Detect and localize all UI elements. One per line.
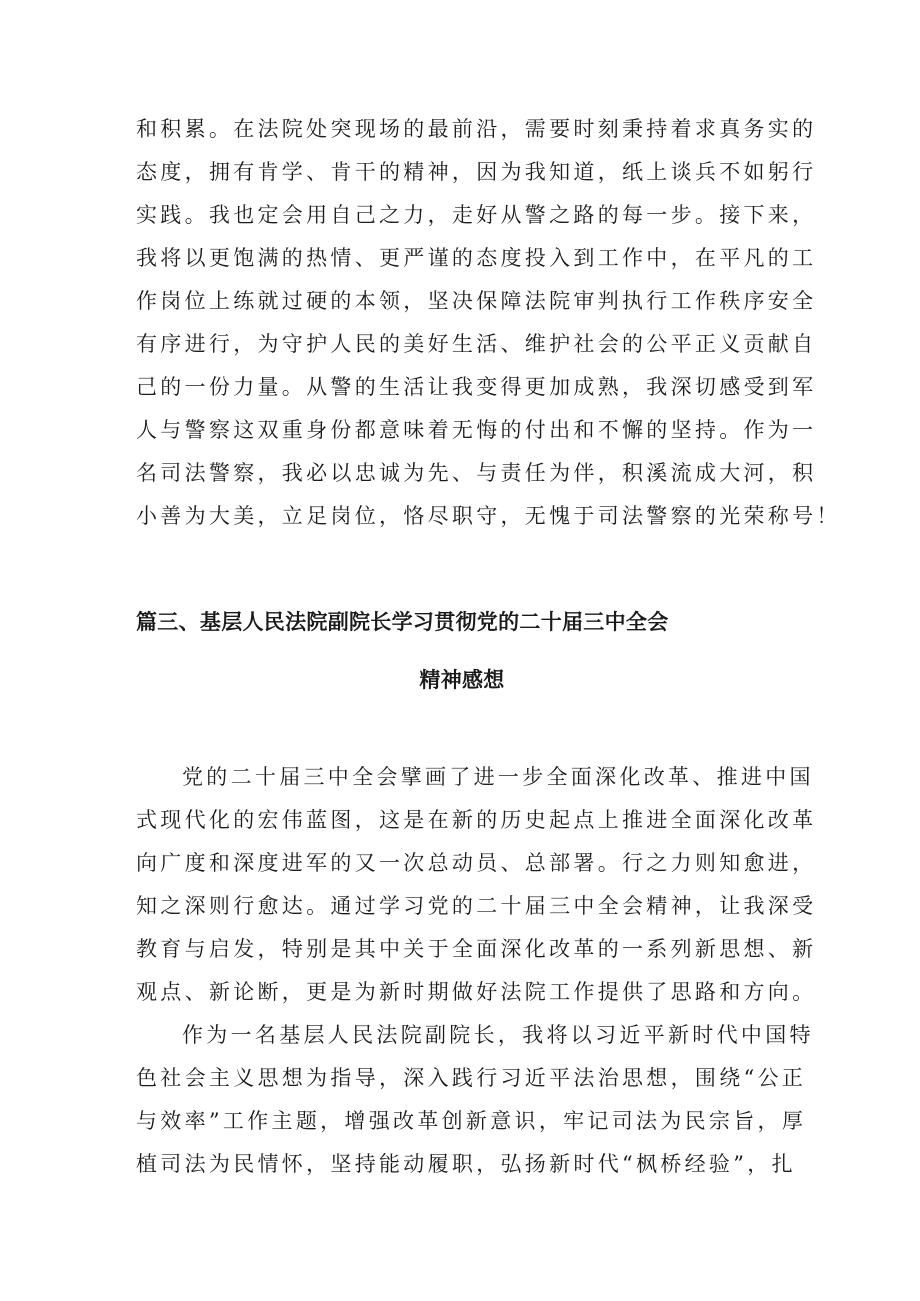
text-line: 实践。我也定会用自己之力，走好从警之路的每一步。接下来，	[136, 203, 817, 227]
section-title-line-1: 篇三、基层人民法院副院长学习贯彻党的二十届三中全会	[136, 610, 669, 634]
body-paragraph-1	[136, 756, 817, 1014]
text-line: 我将以更饱满的热情、更严谨的态度投入到工作中，在平凡的工	[136, 246, 817, 270]
body-paragraph-2	[136, 1014, 814, 1186]
text-line: 人与警察这双重身份都意味着无悔的付出和不懈的坚持。作为一	[136, 418, 817, 442]
text-line: 教育与启发，特别是其中关于全面深化改革的一系列新思想、新	[136, 937, 817, 961]
text-line: 作岗位上练就过硬的本领，坚决保障法院审判执行工作秩序安全	[136, 289, 817, 313]
text-line: 己的一份力量。从警的生活让我变得更加成熟，我深切感受到军	[136, 375, 817, 399]
text-line: 党的二十届三中全会擘画了进一步全面深化改革、推进中国	[182, 765, 814, 789]
text-line: 植司法为民情怀，坚持能动履职，弘扬新时代“枫桥经验”，扎	[136, 1152, 796, 1176]
section-title-line-2: 精神感想	[419, 668, 505, 692]
text-line: 作为一名基层人民法院副院长，我将以习近平新时代中国特	[182, 1023, 814, 1047]
text-line: 和积累。在法院处突现场的最前沿，需要时刻秉持着求真务实的	[136, 117, 817, 141]
text-line: 名司法警察，我必以忠诚为先、与责任为伴，积溪流成大河，积	[136, 461, 817, 485]
text-line: 向广度和深度进军的又一次总动员、总部署。行之力则知愈进，	[136, 851, 817, 875]
text-line: 小善为大美，立足岗位，恪尽职守，无愧于司法警察的光荣称号！	[136, 504, 841, 528]
text-line: 式现代化的宏伟蓝图，这是在新的历史起点上推进全面深化改革	[136, 808, 817, 832]
text-line: 色社会主义思想为指导，深入践行习近平法治思想，围绕“公正	[136, 1066, 807, 1090]
text-line: 与效率”工作主题，增强改革创新意识，牢记司法为民宗旨，厚	[136, 1109, 807, 1133]
text-line: 有序进行，为守护人民的美好生活、维护社会的公平正义贡献自	[136, 332, 817, 356]
body-paragraph-continued	[136, 108, 841, 538]
text-line: 知之深则行愈达。通过学习党的二十届三中全会精神，让我深受	[136, 894, 817, 918]
text-line: 态度，拥有肯学、肯干的精神，因为我知道，纸上谈兵不如躬行	[136, 160, 817, 184]
text-line: 观点、新论断，更是为新时期做好法院工作提供了思路和方向。	[136, 980, 817, 1004]
